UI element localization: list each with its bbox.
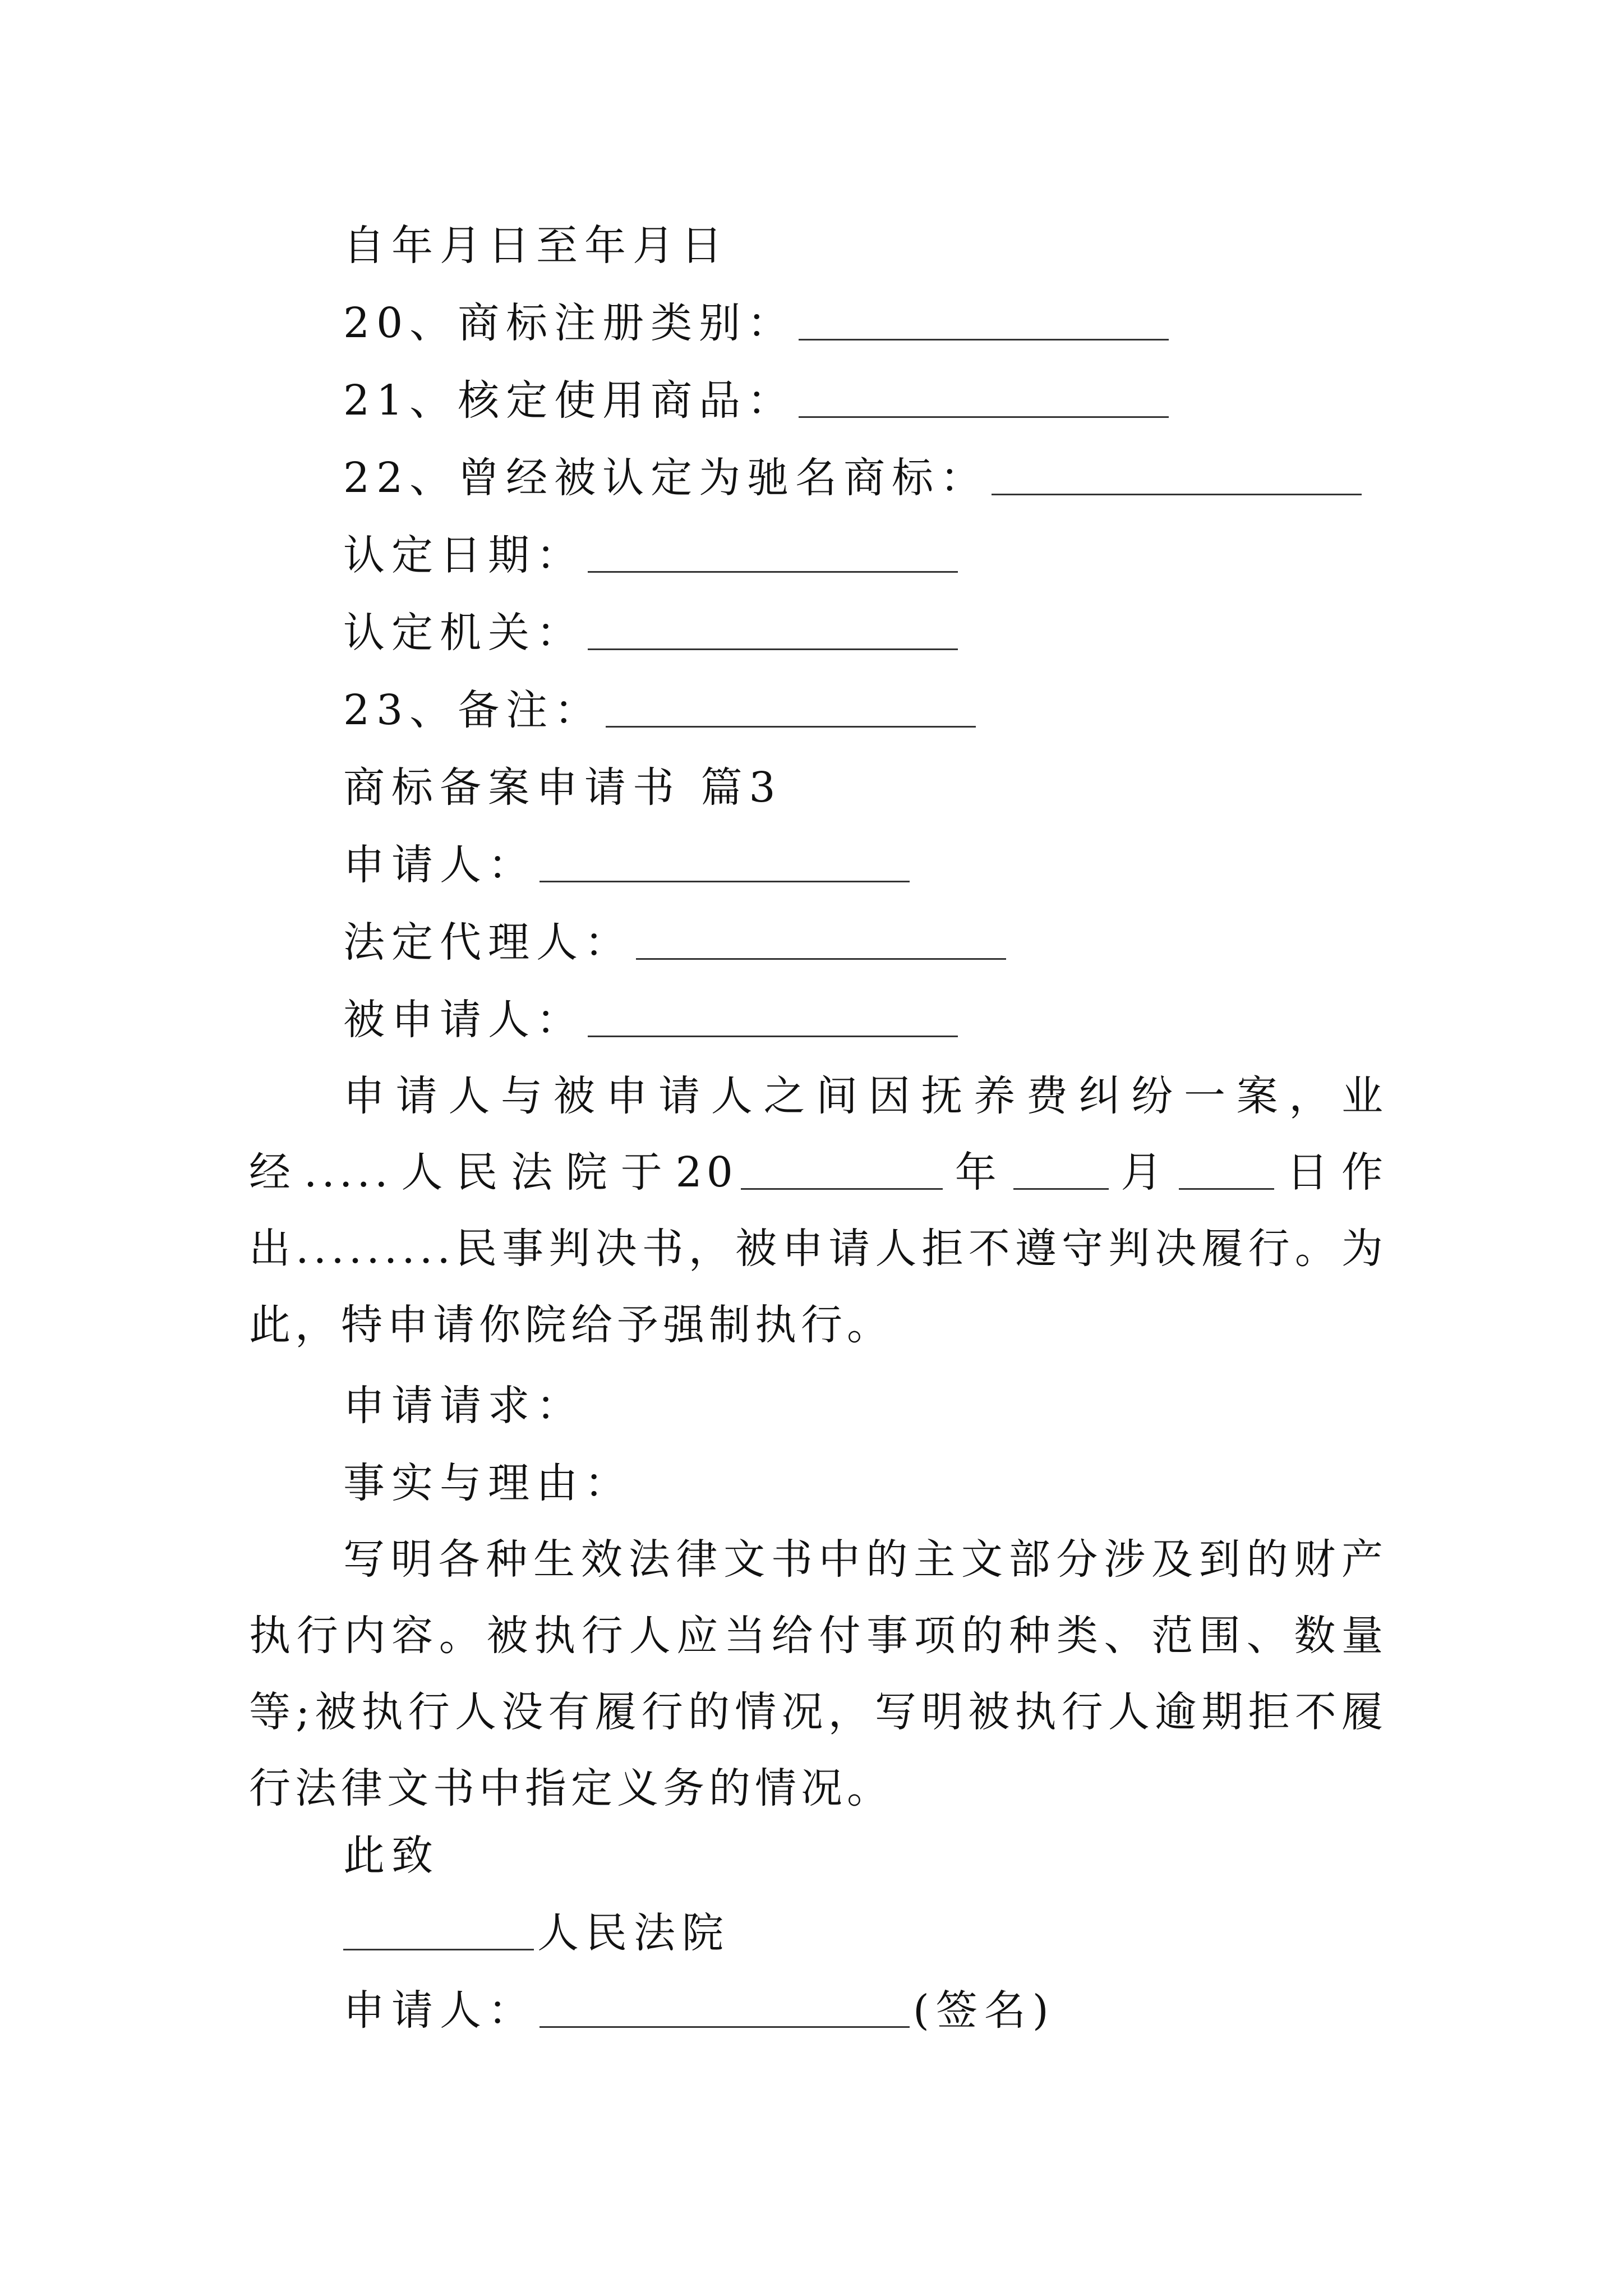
field-applicant: 申请人：	[343, 837, 913, 893]
section-heading: 商标备案申请书 篇3	[343, 763, 782, 812]
facts-heading: 事实与理由：	[343, 1459, 633, 1507]
field-recognition-authority: 认定机关：	[343, 605, 961, 661]
court-line: 人民法院	[343, 1905, 730, 1961]
blank-line	[1013, 1188, 1109, 1190]
blank-line	[1179, 1188, 1274, 1190]
paragraph-facts: 写明各种生效法律文书中的主文部分涉及到的财产执行内容。被执行人应当给付事项的种类、范围、数量等;被执行人没有履行的情况，写明被执行人逾期拒不履行法律文书中指定义务的情况。	[249, 1535, 1387, 1812]
salutation: 此致	[343, 1832, 440, 1880]
date-range-line: 自年月日至年月日	[343, 222, 729, 270]
blank-line	[588, 570, 958, 573]
signature-line: 申请人： (签名)	[343, 1986, 1055, 2035]
field-21: 21、核定使用商品：	[343, 372, 1172, 429]
blank-line	[606, 725, 976, 728]
field-recognition-date: 认定日期：	[343, 527, 961, 583]
blank-line	[992, 493, 1362, 495]
request-heading: 申请请求：	[343, 1382, 584, 1430]
blank-line	[540, 2026, 910, 2028]
blank-line	[741, 1188, 943, 1190]
field-respondent: 被申请人：	[343, 992, 961, 1048]
blank-line	[588, 1035, 958, 1037]
blank-line	[343, 1948, 534, 1950]
blank-line	[588, 648, 958, 650]
blank-line	[540, 880, 910, 882]
blank-line	[799, 416, 1169, 418]
paragraph-case: 申请人与被申请人之间因抚养费纠纷一案，业经.....人民法院于20 年 月 日作出.........民事判决书，被申请人拒不遵守判决履行。为此，特申请你院给予强制执行。	[249, 1072, 1388, 1349]
field-20: 20、商标注册类别：	[343, 295, 1172, 351]
blank-line	[799, 338, 1169, 341]
field-legal-representative: 法定代理人：	[343, 914, 1009, 970]
blank-line	[636, 958, 1006, 960]
field-22: 22、曾经被认定为驰名商标：	[343, 450, 1365, 506]
field-23: 23、备注：	[343, 682, 979, 738]
